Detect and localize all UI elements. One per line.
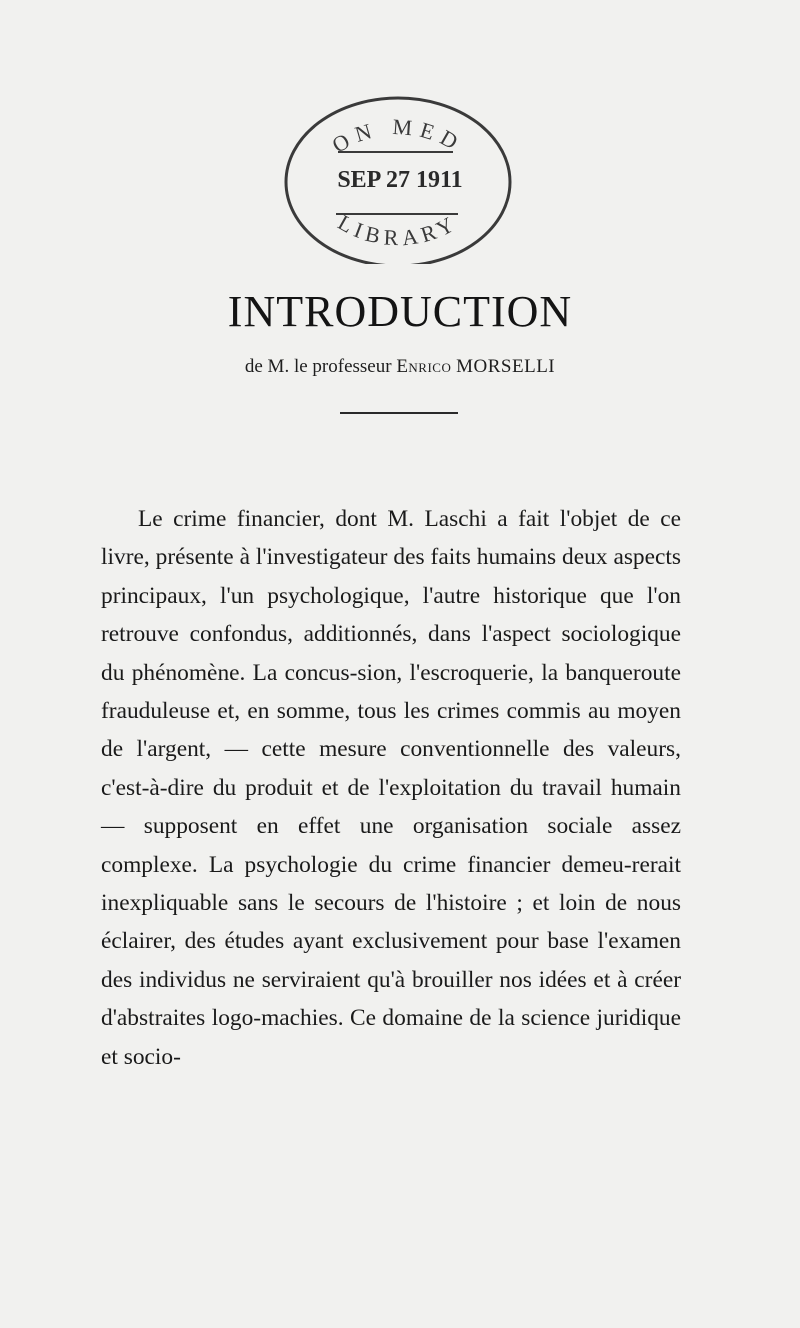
stamp-bottom-text: LIBRARY — [333, 209, 463, 251]
author-byline — [0, 356, 800, 378]
stamp-date: SEP 27 1911 — [337, 167, 463, 193]
author-first-name: Enrico — [396, 356, 452, 377]
stamp-top-text: ON MED — [327, 113, 469, 158]
author-last-name: MORSELLI — [456, 356, 556, 377]
chapter-title: INTRODUCTION — [227, 287, 573, 336]
library-stamp — [268, 74, 528, 264]
title-divider — [340, 412, 458, 414]
library-stamp-graphic — [268, 74, 528, 264]
byline-prefix: de M. le professeur — [244, 356, 392, 377]
body-paragraph: Le crime financier, dont M. Laschi a fait l'objet de ce livre, présente à l'investigateur des faits humains deux aspects principaux, l'un psychologique, l'autre historique que l'on retrouve confondus, additionnés, dans l'aspect sociologique du phénomène. La concus-sion, l'escroquerie, la banqueroute frauduleuse et, en somme, tous les crimes commis au moyen de l'argent, — cette mesure conventionnelle des valeurs, c'est-à-dire du produit et de l'exploitation du travail humain — supposent en effet une organisation sociale assez complexe. La psychologie du crime financier demeu-rerait inexpliquable sans le secours de l'histoire ; et loin de nous éclairer, des études ayant exclusivement pour base l'examen des individus ne serviraient qu'à brouiller nos idées et à créer d'abstraites logo-machies. Ce domaine de la science juridique et socio- — [101, 506, 681, 1070]
